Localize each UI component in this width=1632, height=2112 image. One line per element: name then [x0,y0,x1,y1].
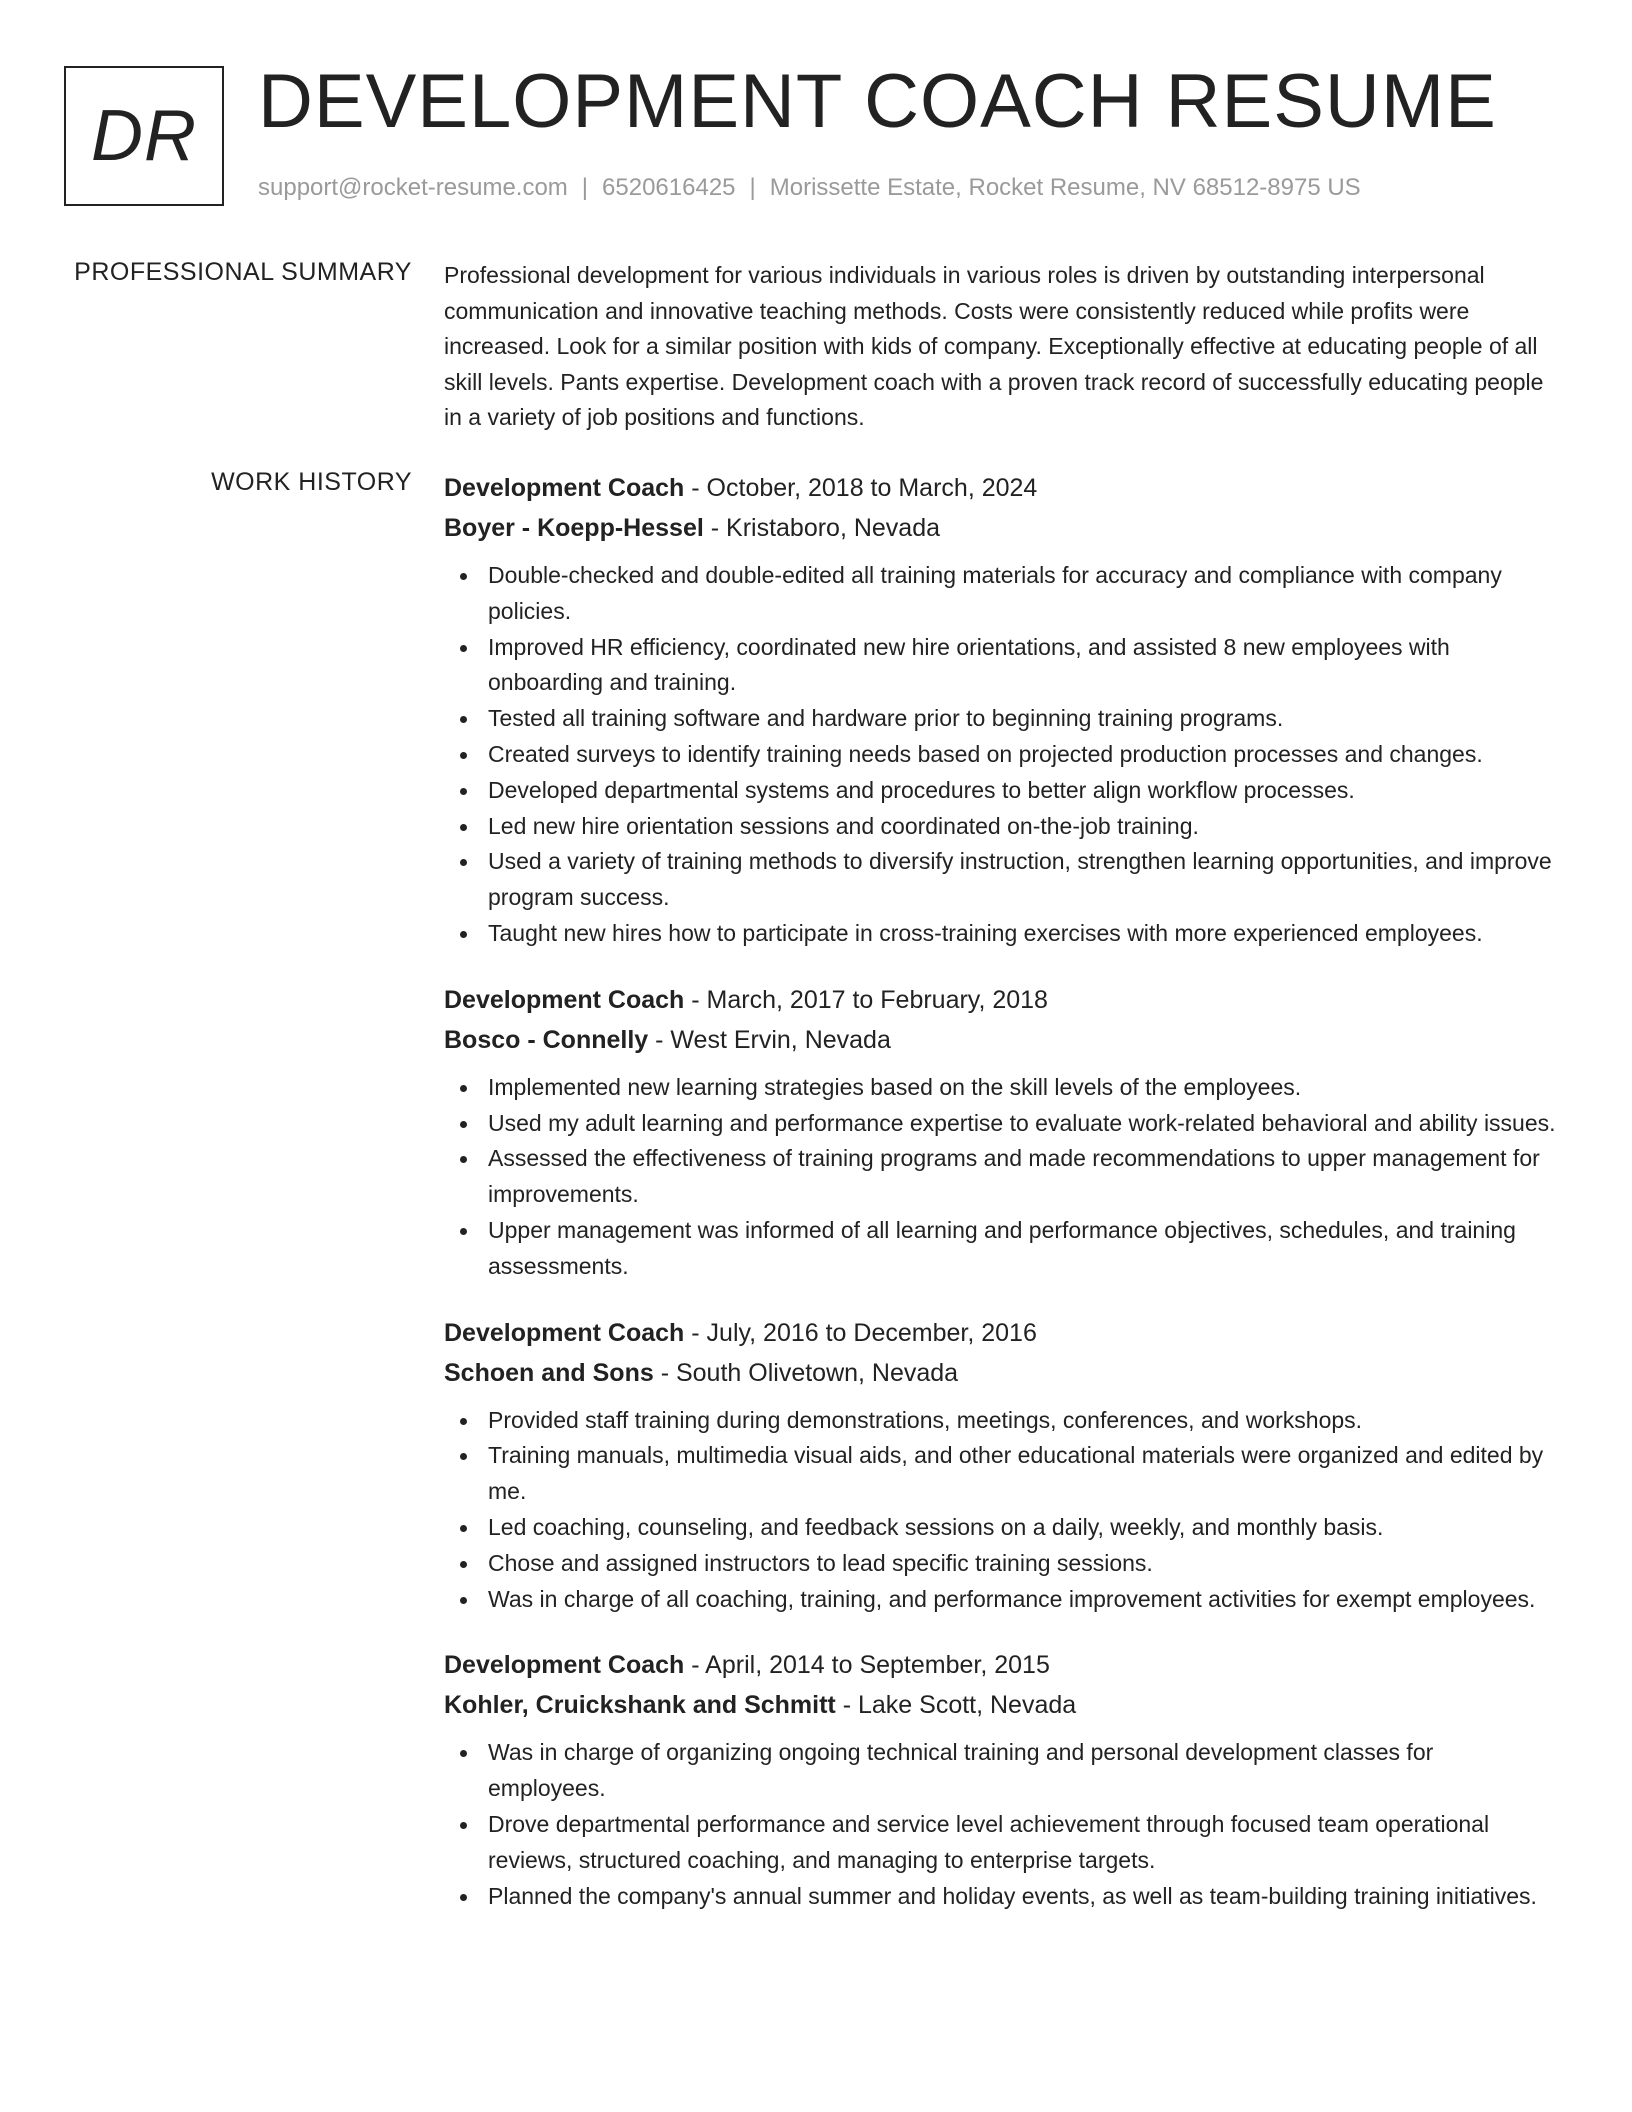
job-entry [444,468,1556,952]
contact-phone[interactable]: 6520616425 [602,174,736,201]
bullet-item: Double-checked and double-edited all training materials for accuracy and compliance with company policies. [444,558,1556,630]
section-heading: WORK HISTORY [211,468,412,496]
bullet-item: Created surveys to identify training needs based on projected production processes and changes. [444,737,1556,773]
bullet-item: Was in charge of all coaching, training, and performance improvement activities for exempt employees. [444,1582,1556,1618]
bullet-item: Implemented new learning strategies based on the skill levels of the employees. [444,1070,1556,1106]
job-title-line [444,1645,1556,1685]
job-entry [444,980,1556,1285]
job-company-line [444,1353,1556,1393]
job-dates: - April, 2014 to September, 2015 [684,1651,1050,1680]
job-company-line [444,1685,1556,1725]
bullet-item: Taught new hires how to participate in cross-training exercises with more experienced employees. [444,916,1556,952]
contact-email[interactable]: support@rocket-resume.com [258,174,568,201]
bullet-item: Assessed the effectiveness of training programs and made recommendations to upper management for improvements. [444,1141,1556,1213]
bullet-item: Used my adult learning and performance expertise to evaluate work-related behavioral and ability issues. [444,1106,1556,1142]
bullet-item: Developed departmental systems and procedures to better align workflow processes. [444,773,1556,809]
bullet-item: Training manuals, multimedia visual aids, and other educational materials were organized and edited by me. [444,1438,1556,1510]
job-company: Boyer - Koepp-Hessel [444,514,704,542]
job-company: Bosco - Connelly [444,1025,649,1054]
resume-title: DEVELOPMENT COACH RESUME [258,59,1497,144]
job-bullets [444,558,1556,952]
initials-text: DR [91,96,197,176]
job-bullets [444,1403,1556,1618]
job-title-line [444,980,1556,1020]
bullet-item: Improved HR efficiency, coordinated new hire orientations, and assisted 8 new employees with onboarding and training. [444,630,1556,702]
job-dates: - October, 2018 to March, 2024 [684,474,1038,502]
bullet-item: Chose and assigned instructors to lead specific training sessions. [444,1546,1556,1582]
bullet-item: Planned the company's annual summer and holiday events, as well as team-building training initiatives. [444,1879,1556,1915]
job-company: Schoen and Sons [444,1358,654,1387]
job-entry [444,1645,1556,1914]
bullet-item: Was in charge of organizing ongoing technical training and personal development classes for employees. [444,1735,1556,1807]
initials-monogram [64,66,224,206]
job-title: Development Coach [444,985,685,1014]
job-location: - South Olivetown, Nevada [653,1358,959,1387]
job-location: - West Ervin, Nevada [648,1025,891,1054]
job-bullets [444,1070,1556,1285]
job-title: Development Coach [444,474,685,502]
bullet-item: Led coaching, counseling, and feedback sessions on a daily, weekly, and monthly basis. [444,1510,1556,1546]
job-title-line [444,1313,1556,1353]
job-title-line [444,468,1556,508]
job-company-line [444,508,1556,548]
job-bullets [444,1735,1556,1914]
job-dates: - July, 2016 to December, 2016 [684,1318,1037,1347]
bullet-item: Led new hire orientation sessions and coordinated on-the-job training. [444,809,1556,845]
jobs-list [444,468,1556,1942]
bullet-item: Upper management was informed of all learning and performance objectives, schedules, and training assessments. [444,1213,1556,1285]
summary-text: Professional development for various individuals in various roles is driven by outstanding interpersonal communication and innovative teaching methods. Costs were consistently reduced while profits were increased. Look for a similar position with kids of company. Exceptionally effective at educating people of all skill levels. Pants expertise. Development coach with a proven track record of successfully educating people in a variety of job positions and functions. [444,262,1544,430]
job-location: - Kristaboro, Nevada [703,514,941,542]
contact-separator: | [581,174,589,201]
job-location: - Lake Scott, Nevada [835,1691,1077,1720]
bullet-item: Used a variety of training methods to diversify instruction, strengthen learning opportunities, and improve program success. [444,844,1556,916]
job-company: Kohler, Cruickshank and Schmitt [444,1691,836,1720]
bullet-item: Drove departmental performance and service level achievement through focused team operational reviews, structured coaching, and managing to enterprise targets. [444,1807,1556,1879]
bullet-item: Provided staff training during demonstrations, meetings, conferences, and workshops. [444,1403,1556,1439]
section-heading: PROFESSIONAL SUMMARY [74,258,412,286]
contact-separator: | [749,174,756,201]
job-dates: - March, 2017 to February, 2018 [684,985,1048,1014]
job-company-line [444,1020,1556,1060]
job-entry [444,1313,1556,1618]
job-title: Development Coach [444,1318,685,1347]
job-title: Development Coach [444,1651,685,1680]
contact-address: Morissette Estate, Rocket Resume, NV 68512-8975 US [769,174,1361,201]
contact-line [258,174,1361,202]
bullet-item: Tested all training software and hardware prior to beginning training programs. [444,701,1556,737]
